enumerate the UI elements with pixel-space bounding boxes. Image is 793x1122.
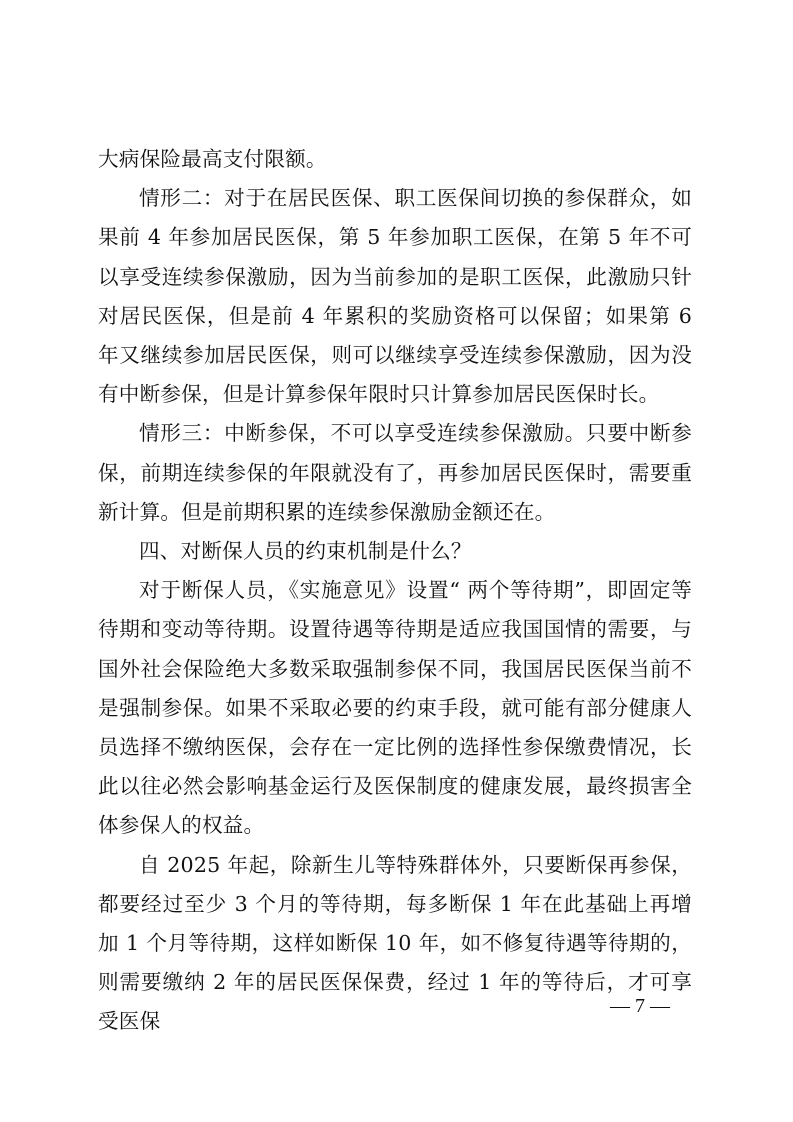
paragraph-5: 自 2025 年起，除新生儿等特殊群体外，只要断保再参保，都要经过至少 3 个月的等待期，每多断保 1 年在此基础上再增加 1 个月等待期，这样如断保 10 年，如不修复待遇等待期的，则需要缴纳 2 年的居民医保保费，经过 1 年的等待后，才可享受医保 bbox=[98, 852, 692, 1034]
body-text bbox=[98, 140, 692, 1042]
section-heading: 四、对断保人员的约束机制是什么？ bbox=[139, 539, 472, 564]
paragraph-4: 对于断保人员，《实施意见》设置“ 两个等待期”，即固定等待期和变动等待期。设置待遇等待期是适应我国国情的需要，与国外社会保险绝大多数采取强制参保不同，我国居民医保当前不是强制参保。如果不采取必要的约束手段，就可能有部分健康人员选择不缴纳医保，会存在一定比例的选择性参保缴费情况，长此以往必然会影响基金运行及医保制度的健康发展，最终损害全体参保人的权益。 bbox=[98, 578, 692, 838]
page-number: — 7 — bbox=[610, 995, 670, 1017]
paragraph-1: 大病保险最高支付限额。 bbox=[98, 147, 327, 171]
paragraph-2: 情形二：对于在居民医保、职工医保间切换的参保群众，如果前 4 年参加居民医保，第 5 年参加职工医保，在第 5 年不可以享受连续参保激励，因为当前参加的是职工医保，此激励只针对居民医保，但是前 4 年累积的奖励资格可以保留；如果第 6 年又继续参加居民医保，则可以继续享受连续参保激励，因为没有中断参保，但是计算参保年限时只计算参加居民医保时长。 bbox=[98, 186, 692, 407]
paragraph-3: 情形三：中断参保，不可以享受连续参保激励。只要中断参保，前期连续参保的年限就没有了，再参加居民医保时，需要重新计算。但是前期积累的连续参保激励金额还在。 bbox=[98, 421, 692, 524]
